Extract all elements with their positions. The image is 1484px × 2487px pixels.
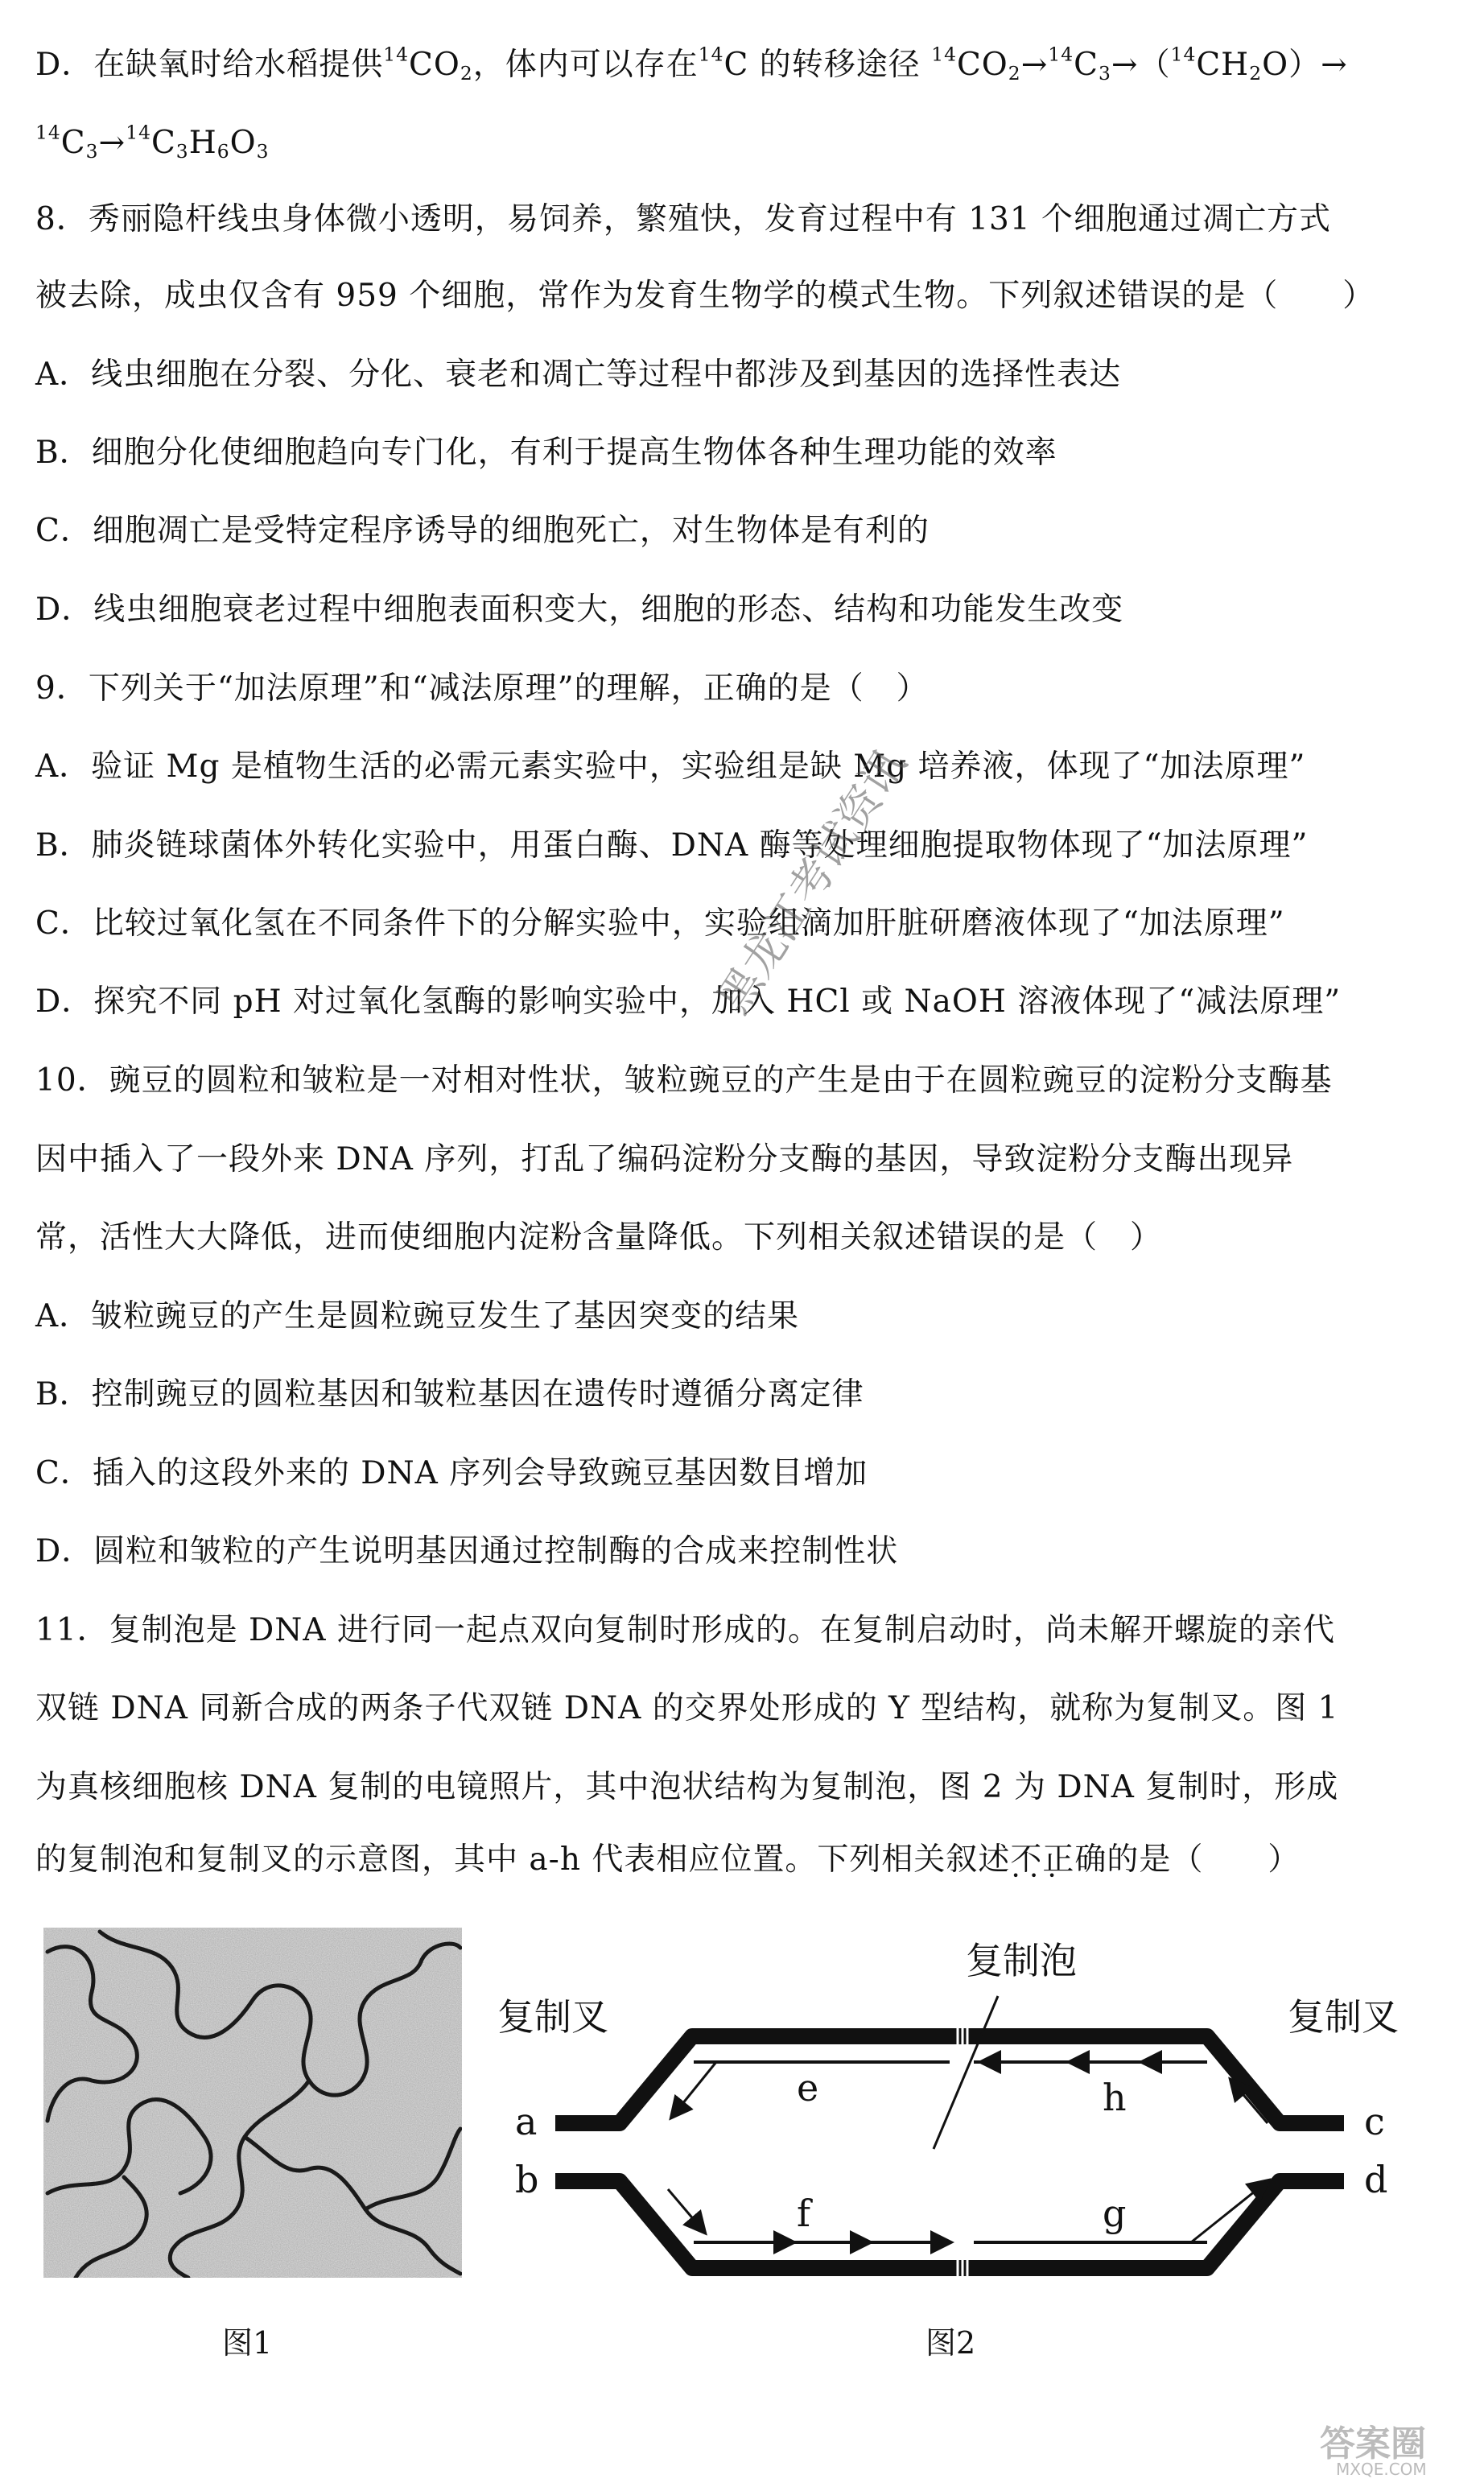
- q8-option-a: A．线虫细胞在分裂、分化、衰老和凋亡等过程中都涉及到基因的选择性表达: [35, 357, 1122, 393]
- q7-option-d-line1: D．在缺氧时给水稻提供$^{14}CO_2$，体内可以存在$^{14}$C 的转移途径 $^{14}CO_2\to^{14}C_3\to(^{14}CH_2O)\to$: [35, 43, 1348, 85]
- corner-logo: 答案圈: [1320, 2423, 1426, 2464]
- figure1-caption: 图1: [222, 2325, 273, 2361]
- figure1-micrograph: [43, 1928, 462, 2278]
- arrow-f-1: [668, 2189, 704, 2232]
- q7-option-d-line2: $^{14}C_3\to^{14}C_3H_6O_3$: [35, 121, 270, 163]
- q8-option-d: D．线虫细胞衰老过程中细胞表面积变大，细胞的形态、结构和功能发生改变: [35, 592, 1124, 628]
- q10-stem-line1: 10．豌豆的圆粒和皱粒是一对相对性状，皱粒豌豆的产生是由于在圆粒豌豆的淀粉分支酶基: [35, 1062, 1333, 1099]
- label-b: b: [515, 2158, 539, 2201]
- q8-stem-line2: 被去除，成虫仅含有 959 个细胞，常作为发育生物学的模式生物。下列叙述错误的是（ ）: [35, 278, 1375, 314]
- q11-stem-line2: 双链 DNA 同新合成的两条子代双链 DNA 的交界处形成的 Y 型结构，就称为复制叉。图 1: [35, 1690, 1339, 1726]
- q11-stem-line3: 为真核细胞核 DNA 复制的电镜照片，其中泡状结构为复制泡，图 2 为 DNA 复制时，形成: [35, 1769, 1339, 1805]
- label-h: h: [1103, 2076, 1127, 2119]
- emphasis-not-correct: 不正确 • • •: [1010, 1842, 1107, 1879]
- label-fork-right: 复制叉: [1288, 1995, 1399, 2039]
- label-f: f: [797, 2192, 811, 2235]
- label-c: c: [1364, 2100, 1385, 2143]
- figure2-replication-bubble: [483, 1924, 1449, 2278]
- q10-option-a: A．皱粒豌豆的产生是圆粒豌豆发生了基因突变的结果: [35, 1298, 800, 1334]
- label-e: e: [797, 2066, 819, 2110]
- q9-option-a: A．验证 Mg 是植物生活的必需元素实验中，实验组是缺 Mg 培养液，体现了“加法原理”: [35, 749, 1306, 785]
- q10-option-d: D．圆粒和皱粒的产生说明基因通过控制酶的合成来控制性状: [35, 1533, 899, 1569]
- label-g: g: [1103, 2192, 1127, 2235]
- label-a: a: [515, 2100, 538, 2143]
- q9-stem: 9．下列关于“加法原理”和“减法原理”的理解，正确的是（ ）: [35, 670, 929, 707]
- figure2-caption: 图2: [925, 2325, 976, 2361]
- q10-option-b: B．控制豌豆的圆粒基因和皱粒基因在遗传时遵循分离定律: [35, 1376, 864, 1413]
- q8-option-b: B．细胞分化使细胞趋向专门化，有利于提高生物体各种生理功能的效率: [35, 435, 1057, 471]
- q10-stem-line3: 常，活性大大降低，进而使细胞内淀粉含量降低。下列相关叙述错误的是（ ）: [35, 1219, 1163, 1256]
- q9-option-c: C．比较过氧化氢在不同条件下的分解实验中，实验组滴加肝脏研磨液体现了“加法原理”: [35, 905, 1285, 942]
- q9-option-b: B．肺炎链球菌体外转化实验中，用蛋白酶、DNA 酶等处理细胞提取物体现了“加法原理”: [35, 827, 1309, 864]
- label-bubble: 复制泡: [966, 1939, 1077, 1982]
- q10-stem-line2: 因中插入了一段外来 DNA 序列，打乱了编码淀粉分支酶的基因，导致淀粉分支酶出现异: [35, 1141, 1294, 1178]
- bubble-pointer-line: [934, 1996, 998, 2149]
- label-d: d: [1364, 2158, 1388, 2201]
- q8-option-c: C．细胞凋亡是受特定程序诱导的细胞死亡，对生物体是有利的: [35, 513, 930, 549]
- label-fork-left: 复制叉: [497, 1995, 608, 2039]
- q9-option-d: D．探究不同 pH 对过氧化氢酶的影响实验中，加入 HCl 或 NaOH 溶液体现了“减法原理”: [35, 984, 1342, 1020]
- q11-stem-line1: 11．复制泡是 DNA 进行同一起点双向复制时形成的。在复制启动时，尚未解开螺旋的亲代: [35, 1612, 1335, 1648]
- watermark: 黑龙江考试资讯: [707, 739, 916, 1023]
- q11-stem-line4: 的复制泡和复制叉的示意图，其中 a-h 代表相应位置。下列相关叙述不正确 • • •的是（ ）: [35, 1842, 1300, 1879]
- q8-stem-line1: 8．秀丽隐杆线虫身体微小透明，易饲养，繁殖快，发育过程中有 131 个细胞通过凋亡方式: [35, 201, 1332, 237]
- corner-url: MXQE.COM: [1336, 2460, 1427, 2479]
- arrow-e: [672, 2062, 716, 2117]
- q10-option-c: C．插入的这段外来的 DNA 序列会导致豌豆基因数目增加: [35, 1455, 868, 1491]
